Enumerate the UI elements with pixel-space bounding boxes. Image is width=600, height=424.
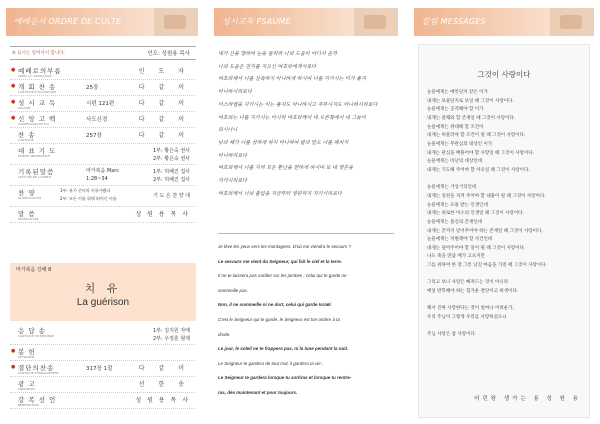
psalm-line-fr: Le Seigneur te gardera de tout mal, il gardera ta vie ; [218, 360, 324, 366]
reading-item: 기록된말씀 LECTURE DE LA BIBLE 마가복음 Marc 1:28~34 1부: 허혜진 집사 2부: 허혜진 집사 [10, 165, 196, 186]
message-line: 내게는 보물단지로 보일 때 그것이 사랑이다. [427, 98, 514, 104]
message-title: 그것이 사랑이다 [477, 70, 531, 79]
order-item: 강 복 선 언 BENEDICTION 성 원 용 목 사 [10, 393, 196, 409]
officiant: 인도: 성원용 목사 [147, 51, 190, 57]
message-line: 해서 진짜 사랑한다는 것이 얼마나 어려운가, [427, 306, 514, 312]
message-line: 내게는 관심을 배풀어야 할 사랑일 때 그것이 사랑이다. [427, 150, 535, 156]
message-line: 눈물에게는 거상거리인데 [427, 185, 477, 191]
order-header [6, 8, 198, 36]
order-item: ● 성 시 교 독 PSAUME 시편 121편 다 같 이 [10, 96, 196, 112]
message-line: 눈물에게는 비난의 대상인데 [427, 159, 483, 165]
bullet-icon: ● [11, 99, 16, 105]
psalm-line-fr: Le secours me vient du Seigneur, qui fait le ciel et la terre. [218, 258, 343, 264]
psalm-line-fr: Le Seigneur te gardera lorsque tu sortiras et lorsque tu rentre- [218, 375, 352, 381]
psalm-line: 되시나니 [218, 127, 238, 134]
bullet-icon: ● [11, 83, 16, 89]
message-line: 나도 축을 만큼 배가 고프지만 [427, 254, 485, 260]
message-line: 눈물에게는 애틋단지 같은 이가 [427, 90, 488, 95]
order-list [10, 64, 196, 223]
psalm-line: 내가 산을 향하여 눈을 들리라 나의 도움이 어디서 올까 [218, 51, 337, 57]
psalm-line: 여호와께서 너를 지켜 모든 환난을 면하게 하시며 또 네 영혼을 [218, 165, 354, 172]
order-item: ● 예배로의부름 APPEL A L'ADORATION 인 도 자 [10, 64, 196, 80]
psalm-line: 아니하시리로다 [218, 89, 252, 96]
message-line: 눈물에게는 저벌레야 할 사건인데 [427, 237, 493, 243]
psalm-line: 여호와께서 너의 출입을 지금부터 영원까지 지키시리로다 [218, 190, 342, 197]
psalm-line-fr: C'est le Seigneur qui te garde, le Seigneur est ton ombre à ta [218, 316, 340, 322]
message-body [427, 89, 585, 340]
bullet-icon: ● [11, 364, 16, 370]
order-item: ● 봉 헌 OFFRANDE [10, 345, 196, 361]
message-line [427, 176, 585, 185]
message-line: 눈물에게는 불신의 존재인데 [427, 219, 483, 225]
sermon-title-ko: 치 유 [84, 282, 122, 295]
standing-note: ※ 표시는 일어서서 합니다. [12, 51, 65, 56]
sermon-box [10, 263, 196, 321]
psalm-line-fr: ras, dès maintenant et pour toujours. [218, 389, 298, 395]
psalm-line-fr: Je lève les yeux vers les montagnes. D'où me viendra le secours ? [218, 244, 351, 249]
divider [218, 233, 394, 234]
candle-image [154, 8, 198, 36]
message-line: 그를 위하여 한 장 그릇 남길 마음을 가질 때 그것이 사랑이다. [427, 263, 548, 269]
psalm-line: 낮의 해가 너를 상하게 하지 아니하며 밤의 달도 너를 해치지 [218, 139, 349, 146]
coffee-cup-image [550, 8, 594, 36]
message-line: 내게는 위로한 미소의 인생일 때 그것이 사랑이다. [427, 211, 524, 217]
order-list-after [10, 324, 196, 409]
message-line: 눈물에게는 공격해야 할 이가 [427, 107, 484, 113]
psalm-line-fr: Non, il ne sommeille ni ne dort, celui qui garde Israël. [218, 302, 332, 308]
message-header [414, 8, 594, 36]
bullet-icon: ● [11, 115, 16, 121]
psalm-line: 이스라엘을 지키시는 이는 졸지도 아니하시고 주무시지도 아니하시리로다 [218, 101, 378, 108]
order-item: 광 고 ANNONCES 선 한 송 [10, 377, 196, 393]
psalm-line-fr: droite. [218, 331, 231, 337]
order-column [6, 0, 198, 424]
message-line: 내게는 끝까지 믿어주어야 하는 존재일 때 그것이 사랑이다. [427, 228, 543, 234]
psalm-column [214, 0, 398, 424]
officiant-row [10, 46, 196, 60]
message-line: 우리 주님이 그렇게 우리를 사랑하셨으니 [427, 315, 507, 321]
order-header-title: 예배순서 ORDRE DE CULTE [14, 17, 122, 26]
message-line: 내게는 기도해 주어야 할 이유일 때 그것이 사랑이다. [427, 167, 530, 173]
anthem-item: 찬 양 GLORIFICATION 1부: 유기 준비의 이유가됐다 2부: 모든 이름 위에 뛰어난 이름 기 도 은 찬 양 대 [10, 186, 196, 207]
psalm-line-fr: Le jour, le soleil ne te frappera pas, ni la lune pendant la nuit. [218, 346, 349, 352]
message-header-title: 칼럼 MESSAGES [422, 17, 486, 26]
prayer-item: 대 표 기 도 PRIERE UNIVERSELLE 1부: 황은숙 권사 2부: 황은숙 권사 [10, 144, 196, 165]
message-line [427, 271, 585, 280]
psalm-header-title: 성시교독 PSAUME [222, 17, 291, 26]
psalm-korean [218, 48, 394, 200]
order-item: ● 신 앙 고 백 CONFESSION DE FOI 사도신경 다 같 이 [10, 112, 196, 128]
message-line: 내게는 칭찬을 지켜 주어야 할 내용이 될 때 그것이 사랑이다. [427, 193, 546, 199]
psalm-line: 여호와는 너를 지키시는 이시라 여호와께서 네 오른쪽에서 네 그늘이 [218, 114, 366, 121]
message-line: 그리고 보니 사랑은 빠져드는 것이 아니라 [427, 280, 509, 286]
psalm-line: 지키시리로다 [218, 178, 247, 185]
order-item: ● 개 회 찬 송 CANTIQUE D'OUVERTURE 25장 다 같 이 [10, 80, 196, 96]
order-item: ● 결단의찬송 CANTIQUE D'ENGAGEMENT 317장 1절 다 같 이 [10, 361, 196, 377]
order-item: 찬 송 CANTIQUE 257장 다 같 이 [10, 128, 196, 144]
message-signature: 어린왕 생가는 용 성 원 용 [474, 396, 581, 402]
message-line [427, 323, 585, 332]
psalm-header [214, 8, 398, 36]
message-line: 내게는 갈채와 할 존재일 때 그것이 사랑이다. [427, 115, 516, 121]
sermon-title-fr: La guérison [76, 297, 130, 308]
message-line: 눈물에게는 위대해 할 조건이 [427, 124, 484, 130]
message-box [418, 44, 590, 418]
sermon-item: 말 씀 PREDICATION 성 원 용 목 사 [10, 207, 196, 223]
psalm-french [218, 240, 394, 401]
message-line [427, 297, 585, 306]
message-line: 내게는 허물러야 할 조건이 될 때 그것이 사랑이다. [427, 133, 526, 139]
bullet-icon: ● [11, 67, 16, 73]
message-line: 내게는 덮어주어야 할 일이 될 때 그것이 사랑이다. [427, 245, 526, 251]
psalm-line: 여호와께서 너를 실족하지 아니하게 하시며 너를 지키시는 이가 졸지 [218, 76, 366, 83]
psalm-line-fr: Il ne te laissera pas vaciller sur les jambes ; celui qui te garde ne [218, 273, 347, 279]
psalm-line: 나의 도움은 천지를 지으신 여호와에게서로다 [218, 63, 317, 70]
bullet-icon: ● [11, 348, 16, 354]
message-line: 매일 반복해야 하는 힘겨운 결단이고 희생이다. [427, 289, 519, 295]
response-item: 응 답 송 CANTIQUE DE REPONSE 1부: 김지원 자매 2부: 우정훈 형제 [10, 324, 196, 345]
psalm-line: 아니하리로다 [218, 152, 247, 159]
book-image [354, 8, 398, 36]
message-line: 눈물에게는 포용 받는 인생인데 [427, 202, 488, 208]
message-line: 눈물에게는 무관심의 대상인 이가 [427, 141, 493, 147]
psalm-line-fr: sommeille pas. [218, 287, 249, 293]
message-line: 주님 사랑은 참 사랑이다. [427, 332, 477, 338]
sermon-reference: 마가복음 강해 8 [16, 267, 52, 273]
message-column [414, 0, 594, 424]
